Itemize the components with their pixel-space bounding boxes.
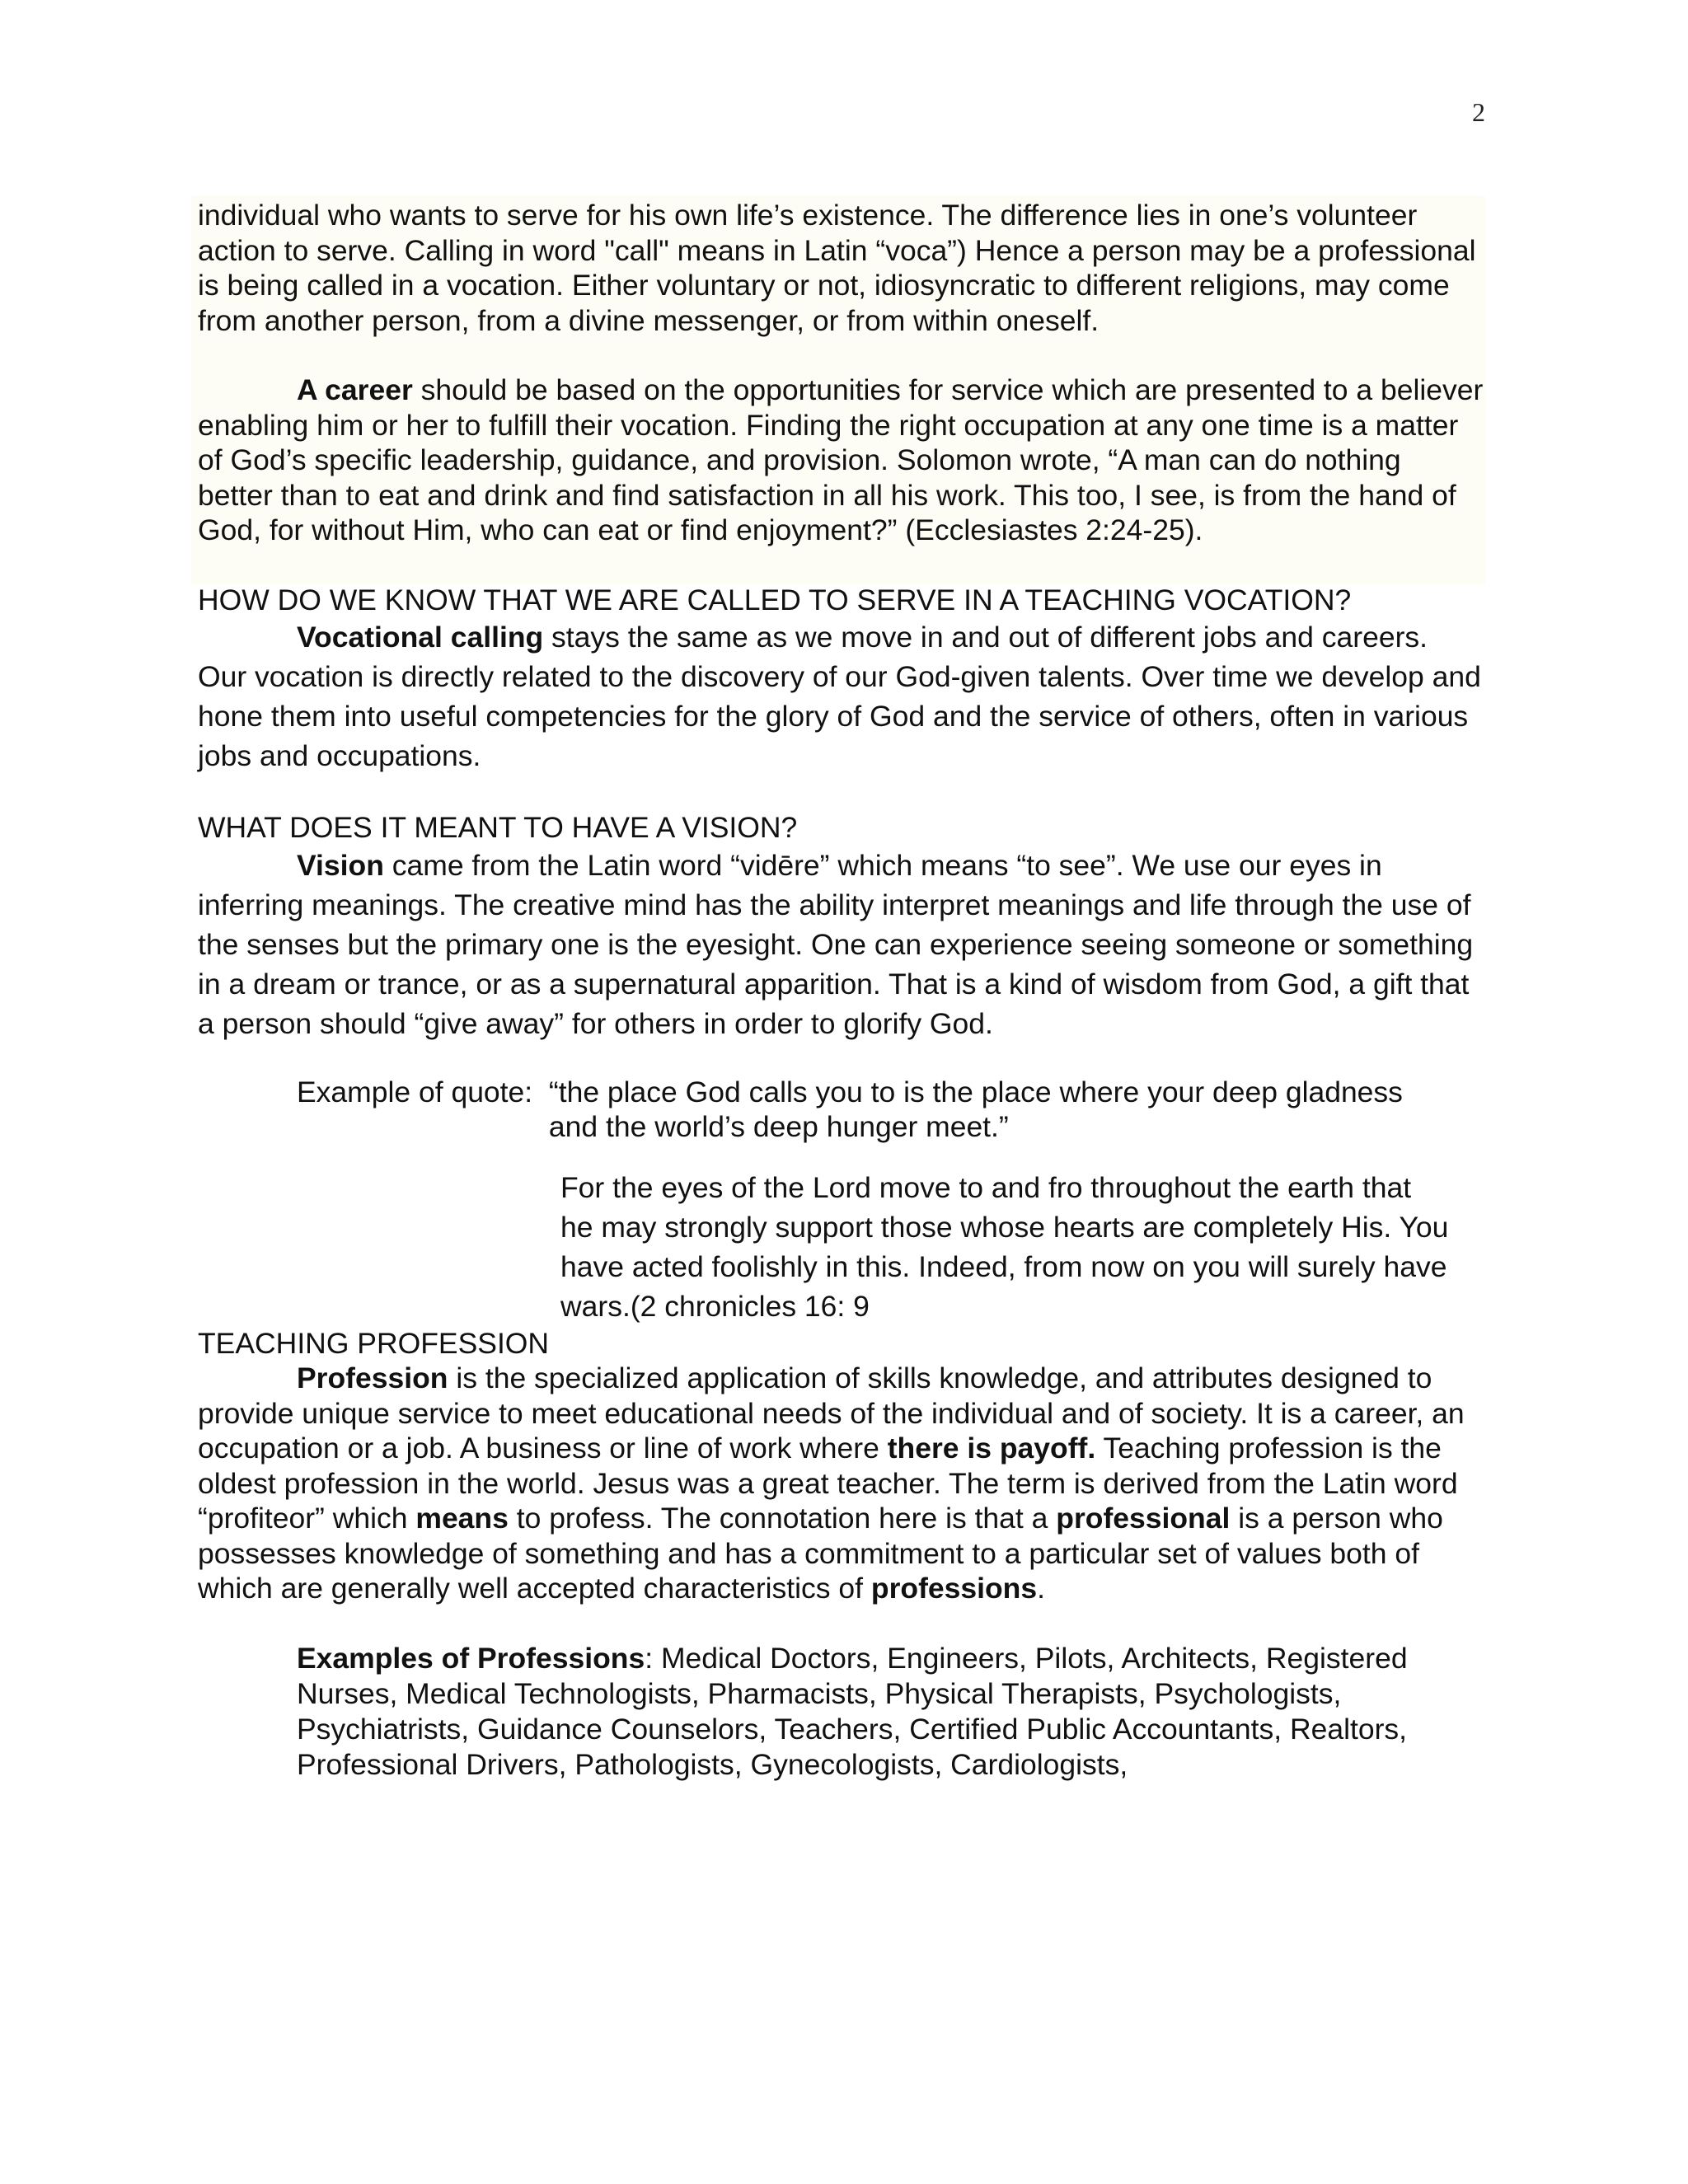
term-profession: Profession	[297, 1361, 448, 1394]
quote-label: Example of quote:	[297, 1075, 549, 1108]
term-career: A career	[297, 373, 413, 406]
paragraph-vision	[198, 846, 1484, 1043]
paragraph-calling-intro: individual who wants to serve for his own life’s existence. The difference lies in one’s volunteer action to serve. Calling in word "call" means in Latin “voca”) Hence a person may be a professional is being called in a vocation. Either voluntary or not, idiosyncratic to different religions, may come from another person, from a divine messenger, or from within oneself.	[198, 199, 1476, 337]
profession-bold-payoff: there is payoff.	[887, 1432, 1096, 1465]
profession-text-3: to profess. The connotation here is that a	[508, 1502, 1057, 1535]
profession-text-5: .	[1037, 1572, 1045, 1605]
profession-bold-means: means	[415, 1502, 509, 1535]
term-examples: Examples of Professions	[297, 1641, 645, 1675]
profession-text-4: is a person who possesses knowledge of something and has a commitment to a particular set of values both of which are generally well accepted characteristics of	[198, 1502, 1443, 1605]
heading-vision: WHAT DOES IT MEANT TO HAVE A VISION?	[198, 811, 798, 844]
profession-text-1: is the specialized application of skills knowledge, and attributes designed to provide unique service to meet educational needs of the individual and of society. It is a career, an occupation or a job. A business or line of work where	[198, 1361, 1465, 1465]
document-body	[198, 198, 1484, 1783]
profession-bold-professional: professional	[1056, 1502, 1231, 1535]
vision-text: came from the Latin word “vidēre” which means “to see”. We use our eyes in inferring meanings. The creative mind has the ability interpret meanings and life through the use of the senses but the primary one is the eyesight. One can experience seeing someone or something in a dream or trance, or as a supernatural apparition. That is a kind of wisdom from God, a gift that a person should “give away” for others in order to glorify God.	[198, 848, 1474, 1040]
term-vision: Vision	[297, 848, 384, 882]
scripture-quote: For the eyes of the Lord move to and fro throughout the earth that he may strongly support those whose hearts are completely His. You have acted foolishly in this. Indeed, from now on you will surely have wars.(2 chronicles 16: 9	[560, 1170, 1449, 1323]
page-number: 2	[1472, 97, 1485, 127]
heading-teaching-profession: TEACHING PROFESSION	[198, 1326, 550, 1360]
examples-text: : Medical Doctors, Engineers, Pilots, Architects, Registered Nurses, Medical Technologists, Pharmacists, Physical Therapists, Psychologists, Psychiatrists, Guidance Counselors, Teachers, Certified Public Accountants, Realtors, Professional Drivers, Pathologists, Gynecologists, Cardiologists,	[297, 1641, 1408, 1781]
quote-text: “the place God calls you to is the place where your deep gladness and the world’s deep hunger meet.”	[548, 1075, 1403, 1143]
quote-block	[198, 1075, 1484, 1145]
paragraph-examples	[198, 1641, 1484, 1783]
profession-text-2: Teaching profession is the oldest profession in the world. Jesus was a great teacher. The term is derived from the Latin word “profiteor” which	[198, 1432, 1458, 1535]
paragraph-profession	[198, 1361, 1484, 1606]
paragraph-vocational-calling	[198, 617, 1484, 776]
paragraph-career	[198, 373, 1484, 548]
profession-bold-professions: professions	[870, 1572, 1038, 1605]
term-vocational-calling: Vocational calling	[297, 621, 544, 654]
heading-calling: HOW DO WE KNOW THAT WE ARE CALLED TO SERVE IN A TEACHING VOCATION?	[198, 583, 1352, 616]
vocational-text: stays the same as we move in and out of different jobs and careers. Our vocation is directly related to the discovery of our God-given talents. Over time we develop and hone them into useful competencies for the glory of God and the service of others, often in various jobs and occupations.	[198, 621, 1481, 772]
career-text: should be based on the opportunities for service which are presented to a believer enabling him or her to fulfill their vocation. Finding the right occupation at any one time is a matter of God’s specific leadership, guidance, and provision. Solomon wrote, “A man can do nothing better than to eat and drink and find satisfaction in all his work. This too, I see, is from the hand of God, for without Him, who can eat or find enjoyment?” (Ecclesiastes 2:24-25).	[198, 373, 1484, 546]
